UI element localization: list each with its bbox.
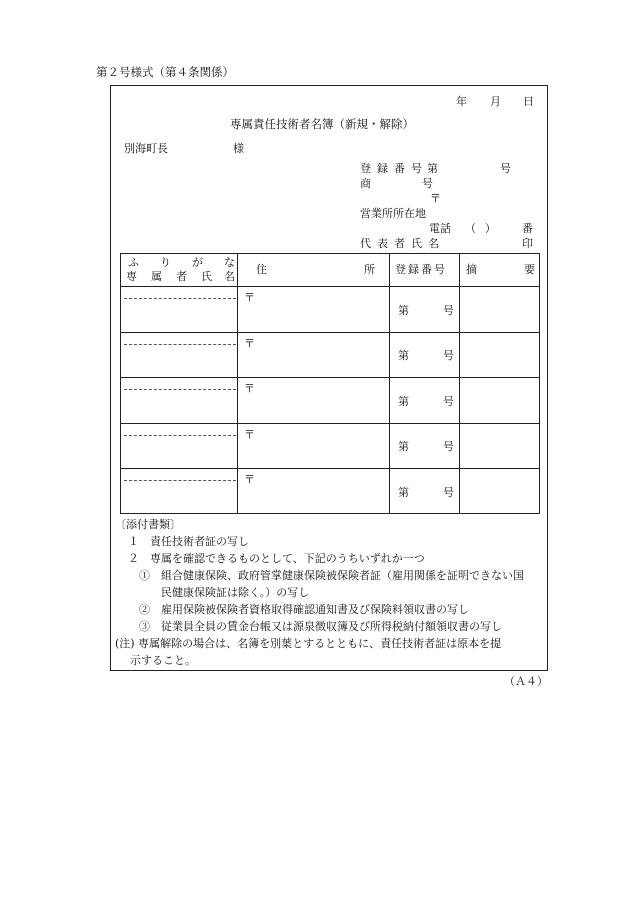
table-line: [539, 253, 540, 514]
form-label: 第２号様式（第４条関係）: [96, 65, 234, 79]
page-title: 専属責任技術者名簿（新規・解除）: [230, 117, 414, 131]
date-month: 月: [490, 95, 501, 108]
addressee-honorific: 様: [233, 142, 244, 155]
table-line: [120, 253, 540, 254]
table-line: [120, 286, 540, 287]
tel-ban: 番: [522, 222, 533, 235]
header-name-3: 者: [176, 270, 187, 283]
furigana-divider: [124, 480, 236, 481]
row-reg-go: 号: [443, 486, 454, 499]
addressee-name: 別海町長: [124, 142, 168, 155]
row-postal: 〒: [244, 382, 255, 395]
table-line: [120, 332, 540, 333]
tel-paren-open: （: [465, 222, 476, 235]
attachment-sub-2: ② 雇用保険被保険者資格取得確認通知書及び保険料領収書の写し: [139, 603, 469, 616]
row-postal: 〒: [244, 337, 255, 350]
postal-mark: 〒: [430, 192, 441, 205]
header-furigana-3: が: [192, 256, 203, 269]
furigana-divider: [124, 298, 236, 299]
attachment-item-2: ２ 専属を確認できるものとして、下記のうちいずれか一つ: [128, 552, 425, 565]
attachment-item-1: １ 責任技術者証の写し: [128, 535, 249, 548]
furigana-divider: [124, 389, 236, 390]
attachment-sub-1a: ① 組合健康保険、政府管掌健康保険被保険者証（雇用関係を証明できない国: [139, 569, 524, 582]
date-year: 年: [456, 95, 467, 108]
attachment-sub-1b: 民健康保険証は除く。）の写し: [161, 586, 310, 599]
row-reg-dai: 第: [398, 349, 409, 362]
tel-paren-close: ）: [485, 222, 496, 235]
table-line: [120, 468, 540, 469]
table-line: [120, 253, 121, 514]
table-line: [120, 377, 540, 378]
representative-label: 代表者氏名: [360, 237, 445, 250]
trade-name-label-1: 商: [360, 177, 371, 190]
attachment-sub-3: ③ 従業員全員の賃金台帳又は源泉徴収簿及び所得税納付額領収書の写し: [139, 620, 502, 633]
table-line: [237, 253, 238, 514]
header-note-1: 摘: [466, 263, 477, 276]
table-line: [120, 513, 540, 514]
office-address-label: 営業所所在地: [360, 207, 426, 220]
note-line-2: 示すること。: [130, 654, 196, 667]
row-reg-go: 号: [443, 349, 454, 362]
header-furigana-4: な: [224, 256, 235, 269]
row-reg-dai: 第: [398, 486, 409, 499]
row-postal: 〒: [244, 473, 255, 486]
row-reg-go: 号: [443, 304, 454, 317]
row-reg-dai: 第: [398, 395, 409, 408]
trade-name-label-2: 号: [422, 177, 433, 190]
row-reg-go: 号: [443, 440, 454, 453]
header-furigana-2: り: [160, 256, 171, 269]
row-postal: 〒: [244, 428, 255, 441]
table-line: [389, 253, 390, 514]
table-line: [120, 423, 540, 424]
row-reg-go: 号: [443, 395, 454, 408]
row-reg-dai: 第: [398, 440, 409, 453]
reg-number-label: 登録番号: [360, 162, 428, 175]
furigana-divider: [124, 435, 236, 436]
paper-size: （Ａ４）: [504, 675, 548, 688]
note-line-1: (注) 専属解除の場合は、名簿を別葉とするとともに、責任技術者証は原本を提: [115, 637, 502, 650]
row-postal: 〒: [244, 291, 255, 304]
furigana-divider: [124, 344, 236, 345]
technician-table: [120, 253, 540, 514]
header-address-1: 住: [256, 263, 267, 276]
header-name-5: 名: [224, 270, 235, 283]
reg-number-go: 号: [500, 162, 511, 175]
header-name-2: 属: [151, 270, 162, 283]
attachments-heading: 〔添付書類〕: [115, 518, 181, 531]
header-address-2: 所: [364, 263, 375, 276]
tel-label: 電話: [429, 222, 451, 235]
date-day: 日: [523, 95, 534, 108]
seal-mark: 印: [522, 237, 533, 250]
header-furigana-1: ふ: [128, 256, 139, 269]
row-reg-dai: 第: [398, 304, 409, 317]
header-name-1: 専: [126, 270, 137, 283]
table-line: [459, 253, 460, 514]
header-reg-number: 登録番号: [395, 263, 447, 276]
header-note-2: 要: [524, 263, 535, 276]
reg-number-dai: 第: [427, 162, 438, 175]
header-name-4: 氏: [201, 270, 212, 283]
